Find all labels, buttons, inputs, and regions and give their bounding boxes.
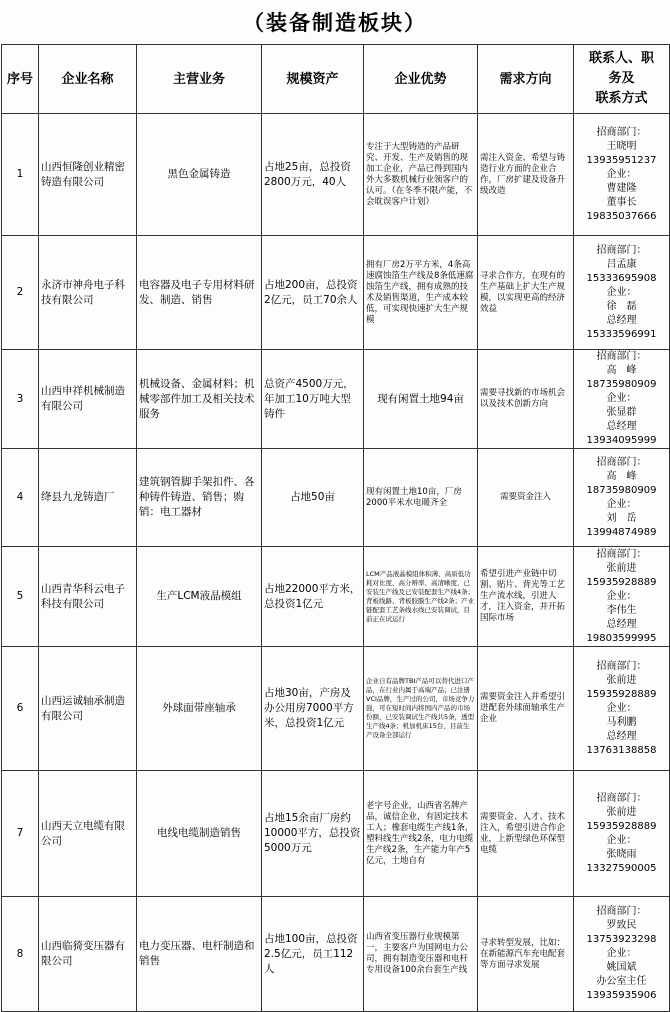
contact-line: 15935928889 bbox=[586, 576, 657, 588]
contact-line: 刘 岳 bbox=[606, 512, 637, 524]
contact-line: 总经理 bbox=[606, 618, 637, 630]
header-scale: 规模资产 bbox=[262, 45, 364, 114]
cell-advantage: 专注于大型铸造的产品研究、开发、生产及销售的现加工企业，产品已得到国内外大多数机械行业领客户的认可。（在冬季不限产能，不会耽误客户计划） bbox=[364, 114, 478, 236]
contact-line: 高 峰 bbox=[606, 470, 637, 482]
cell-scale: 占地30亩，产房及办公用房7000平方米，总投资1亿元 bbox=[262, 647, 364, 771]
cell-advantage: 拥有厂房2万平方米，4条高速腐蚀箔生产线及8条低速腐蚀箔生产线，拥有成熟的技术及销售渠道，生产成本较低，可实现快速扩大生产规模 bbox=[364, 236, 478, 350]
cell-demand: 寻求转型发展，比如：在新能源汽车充电配套等方面寻求发展 bbox=[478, 897, 574, 1012]
contact-line: 企业： bbox=[606, 834, 637, 846]
contact-line: 13753923298 bbox=[586, 934, 657, 945]
contact-line: 13935951237 bbox=[586, 154, 657, 166]
cell-contact bbox=[574, 547, 670, 647]
header-company: 企业名称 bbox=[39, 45, 137, 114]
contact-line: 企业： bbox=[606, 590, 637, 602]
contact-line: 15333596991 bbox=[586, 328, 657, 340]
cell-advantage: LCM产品液晶模组体积薄、高质低功耗对比度、高分辨率、高清晰度、已安装生产线及已安装配套生产线4条；背板线路、背板胶膜生产线2条；产业链配套工艺条线水线已安装调试，目前正在试运行 bbox=[364, 547, 478, 647]
cell-scale: 占地100亩，总投资2.5亿元，员工112人 bbox=[262, 897, 364, 1012]
contact-line: 招商部门： bbox=[596, 792, 647, 804]
cell-contact bbox=[574, 897, 670, 1012]
table-header-row bbox=[2, 45, 670, 114]
cell-scale: 占地25亩，总投资2800万元，40人 bbox=[262, 114, 364, 236]
cell-company: 山西青华科云电子科技有限公司 bbox=[39, 547, 137, 647]
cell-company: 永济市神舟电子科技有限公司 bbox=[39, 236, 137, 350]
cell-contact bbox=[574, 114, 670, 236]
contact-line: 18735980909 bbox=[586, 379, 657, 390]
cell-scale: 占地15余亩厂房约10000平方，总投资5000万元 bbox=[262, 771, 364, 897]
contact-line: 总经理 bbox=[606, 314, 637, 326]
cell-index: 5 bbox=[2, 547, 39, 647]
cell-business: 建筑钢管脚手架扣件、各种铸件铸造、销售；购销：电工器材 bbox=[137, 449, 262, 547]
cell-company: 山西临猗变压器有限公司 bbox=[39, 897, 137, 1012]
cell-business: 外球面带座轴承 bbox=[137, 647, 262, 771]
contact-line: 13994874989 bbox=[586, 526, 657, 538]
contact-line: 企业： bbox=[606, 393, 637, 404]
cell-demand: 希望引进产业链中切割、贴片、背光等工艺生产流水线，引进人才，注入资金，并开拓国际市场 bbox=[478, 547, 574, 647]
cell-contact bbox=[574, 236, 670, 350]
contact-line: 招商部门： bbox=[596, 660, 647, 672]
cell-business: 生产LCM液晶模组 bbox=[137, 547, 262, 647]
contact-line: 19835037666 bbox=[586, 210, 657, 222]
cell-advantage: 山西省变压器行业规模第一，主要客户为国网电力公司，拥有制造变压器和电杆专用设备100余台套生产线 bbox=[364, 897, 478, 1012]
cell-contact bbox=[574, 449, 670, 547]
cell-scale: 占地50亩 bbox=[262, 449, 364, 547]
contact-line: 15935928889 bbox=[586, 688, 657, 700]
cell-company: 山西天立电缆有限公司 bbox=[39, 771, 137, 897]
contact-line: 张前进 bbox=[606, 674, 637, 686]
cell-contact bbox=[574, 771, 670, 897]
cell-advantage: 企业自有品牌TBI产品可以替代进口产品，在行业内属于高端产品；已注册VCI品牌，生产过的公司，市场竞争力强，可在短时间内将国内产品的市场份额，已安装调试生产线共5条，透型生产线4条；机加机床15台，目前生产设备全部运行 bbox=[364, 647, 478, 771]
cell-index: 2 bbox=[2, 236, 39, 350]
contact-line: 13763138858 bbox=[586, 744, 657, 756]
contact-line: 招商部门： bbox=[596, 456, 647, 468]
contact-line: 张晓雨 bbox=[606, 848, 637, 860]
cell-demand: 需要资金注入并希望引进配套外球面轴承生产企业 bbox=[478, 647, 574, 771]
cell-demand: 需注入资金、希望与铸造行业方面的企业合作，厂房扩建及设备升级改造 bbox=[478, 114, 574, 236]
table-row bbox=[2, 449, 670, 547]
contact-line: 办公室主任 bbox=[596, 976, 647, 987]
contact-line: 张前进 bbox=[606, 806, 637, 818]
contact-line: 招商部门： bbox=[596, 906, 647, 917]
cell-demand: 需要资金、人才、技术注入，希望引进合作企业，上新型绿色环保型电缆 bbox=[478, 771, 574, 897]
cell-demand: 需要资金注入 bbox=[478, 449, 574, 547]
cell-company: 绛县九龙铸造厂 bbox=[39, 449, 137, 547]
contact-line: 15935928889 bbox=[586, 820, 657, 832]
cell-contact bbox=[574, 647, 670, 771]
contact-line: 15333695908 bbox=[586, 272, 657, 284]
contact-line: 企业： bbox=[606, 286, 637, 298]
cell-contact bbox=[574, 350, 670, 449]
header-contact bbox=[574, 45, 670, 114]
table-row bbox=[2, 114, 670, 236]
table-row bbox=[2, 771, 670, 897]
contact-line: 曹建隆 bbox=[606, 182, 637, 194]
header-business: 主营业务 bbox=[137, 45, 262, 114]
contact-line: 招商部门： bbox=[596, 126, 647, 138]
contact-line: 张前进 bbox=[606, 562, 637, 574]
contact-line: 13935935906 bbox=[586, 990, 657, 1001]
cell-business: 机械设备、金属材料；机械零部件加工及相关技术服务 bbox=[137, 350, 262, 449]
contact-line: 总经理 bbox=[606, 730, 637, 742]
cell-business: 黑色金属铸造 bbox=[137, 114, 262, 236]
cell-advantage: 现有闲置土地94亩 bbox=[364, 350, 478, 449]
contact-line: 企业： bbox=[606, 498, 637, 510]
contact-line: 徐 磊 bbox=[606, 300, 637, 312]
cell-demand: 寻求合作方，在现有的生产基础上扩大生产规模，以实现更高的经济效益 bbox=[478, 236, 574, 350]
header-contact-line1: 联系人、职 bbox=[588, 51, 654, 66]
contact-line: 董事长 bbox=[606, 196, 637, 208]
cell-business: 电容器及电子专用材料研发、制造、销售 bbox=[137, 236, 262, 350]
contact-line: 马利鹏 bbox=[606, 716, 637, 728]
cell-scale: 占地200亩，总投资2亿元，员工70余人 bbox=[262, 236, 364, 350]
contact-line: 姚国斌 bbox=[606, 962, 637, 973]
contact-line: 招商部门： bbox=[596, 548, 647, 560]
cell-index: 6 bbox=[2, 647, 39, 771]
contact-line: 企业： bbox=[606, 702, 637, 714]
table-row bbox=[2, 350, 670, 449]
table-row bbox=[2, 647, 670, 771]
cell-advantage: 现有闲置土地10亩，厂房2000平米水电暖齐全 bbox=[364, 449, 478, 547]
cell-advantage: 老字号企业，山西省名牌产品，诚信企业，有固定技术工人；橡套电缆生产线1条，塑料线生产线2条，电力电缆生产线2条，生产能力年产5亿元，土地自有 bbox=[364, 771, 478, 897]
cell-scale: 占地22000平方米，总投资1亿元 bbox=[262, 547, 364, 647]
cell-demand: 需要寻找新的市场机会以及技术创新方向 bbox=[478, 350, 574, 449]
contact-line: 企业： bbox=[606, 948, 637, 959]
cell-scale: 总资产4500万元，年加工10万吨大型铸件 bbox=[262, 350, 364, 449]
contact-line: 总经理 bbox=[606, 421, 637, 432]
cell-index: 3 bbox=[2, 350, 39, 449]
cell-company: 山西恒隆创业精密铸造有限公司 bbox=[39, 114, 137, 236]
contact-line: 李伟生 bbox=[606, 604, 637, 616]
header-contact-line3: 联系方式 bbox=[595, 91, 648, 106]
contact-line: 13934095999 bbox=[586, 435, 657, 446]
cell-index: 1 bbox=[2, 114, 39, 236]
cell-business: 电力变压器、电杆制造和销售 bbox=[137, 897, 262, 1012]
contact-line: 13327590005 bbox=[586, 862, 657, 874]
cell-company: 山西运诚轴承制造有限公司 bbox=[39, 647, 137, 771]
contact-line: 企业： bbox=[606, 168, 637, 180]
contact-line: 18735980909 bbox=[586, 484, 657, 496]
header-contact-line2: 务及 bbox=[608, 71, 635, 86]
table-row bbox=[2, 236, 670, 350]
cell-business: 电线电缆制造销售 bbox=[137, 771, 262, 897]
table-row bbox=[2, 547, 670, 647]
contact-line: 王晓明 bbox=[606, 140, 637, 152]
header-index: 序号 bbox=[2, 45, 39, 114]
contact-line: 19803599995 bbox=[586, 632, 657, 644]
contact-line: 罗致民 bbox=[606, 920, 637, 931]
header-demand: 需求方向 bbox=[478, 45, 574, 114]
enterprise-table bbox=[1, 44, 670, 1012]
header-advantage: 企业优势 bbox=[364, 45, 478, 114]
cell-index: 7 bbox=[2, 771, 39, 897]
cell-index: 4 bbox=[2, 449, 39, 547]
contact-line: 吕孟康 bbox=[606, 258, 637, 270]
contact-line: 高 峰 bbox=[606, 365, 637, 376]
contact-line: 招商部门： bbox=[596, 351, 647, 362]
contact-line: 招商部门： bbox=[596, 244, 647, 256]
contact-line: 张显群 bbox=[606, 407, 637, 418]
cell-index: 8 bbox=[2, 897, 39, 1012]
page-title: （装备制造板块） bbox=[243, 10, 427, 35]
cell-company: 山西申祥机械制造有限公司 bbox=[39, 350, 137, 449]
table-row bbox=[2, 897, 670, 1012]
